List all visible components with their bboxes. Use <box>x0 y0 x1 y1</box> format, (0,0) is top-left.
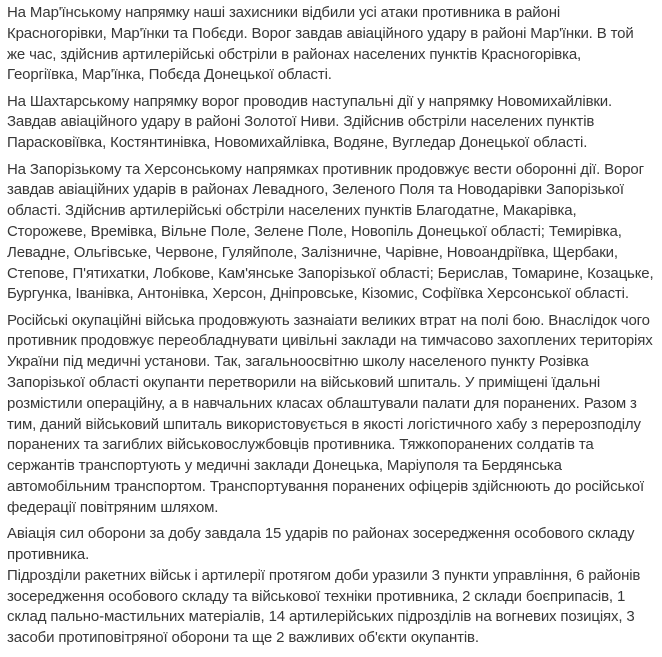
paragraph-missile-artillery-strikes: Підрозділи ракетних військ і артилерії протягом доби уразили 3 пункти управління, 6 районів зосередження особового складу та військової техніки противника, 2 склади боєприпасів, 1 склад пально-мастильних матеріалів, 14 артилерійських підрозділів на вогневих позиціях, 3 засоби протиповітряної оборони та ще 2 важливих об'єкти окупантів. <box>7 566 641 647</box>
paragraph-aviation-strikes: Авіація сил оборони за добу завдала 15 ударів по районах зосередження особового складу противника. <box>7 525 635 563</box>
paragraph-zaporizhzhia-kherson-direction: На Запорізькому та Херсонському напрямках противник продовжує вести оборонні дії. Ворог завдав авіаційних ударів в районах Левадного, Зеленого Поля та Новодарівки Запорізької області. Здійснив артилерійські обстріли населених пунктів Благодатне, Макарівка, Сторожеве, Времівка, Вільне Поле, Зелене Поле, Новопіль Донецької області; Темирівка, Левадне, Ольгівське, Червоне, Гуляйполе, Залізничне, Чарівне, Новоандріївка, Щербаки, Степове, П'ятихатки, Лобкове, Кам'янське Запорізької області; Берислав, Томарине, Козацьке, Бургунка, Іванівка, Антонівка, Херсон, Дніпровське, Кізомис, Софіївка Херсонської області. <box>7 160 654 303</box>
paragraph-shakhtarske-direction: На Шахтарському напрямку ворог проводив наступальні дії у напрямку Новомихайлівки. Завдав авіаційного удару в районі Золотої Ниви. Здійснив обстріли населених пунктів Парасковіївка, Костянтинівка, Новомихайлівка, Водяне, Вугледар Донецької області. <box>7 92 613 152</box>
paragraph-maryinka-direction: На Мар'їнському напрямку наші захисники відбили усі атаки противника в районі Красногорівки, Мар'їнки та Побєди. Ворог завдав авіаційного удару в районі Мар'їнки. В той же час, здійснив артилерійські обстріли в районах населених пунктів Красногорівка, Георгіївка, Мар'їнка, Побєда Донецької області. <box>7 4 634 84</box>
paragraph-occupiers-hospital: Російські окупаційні війська продовжують зазнаіати великих втрат на полі бою. Внаслідок чого противник продовжує переобладнувати цивільні заклади на тимчасово захоплених територіях України під медичні установи. Так, загальноосвітню школу населеного пункту Розівка Запорізької області окупанти перетворили на військовий шпиталь. У приміщені їдальні розмістили операційну, а в навчальних класах облаштували палати для поранених. Разом з тим, даний військовий шпиталь використовується в якості логістичного хабу з перерозподілу поранених та загиблих військовослужбовців противника. Тяжкопоранених солдатів та сержантів транспортують у медичні заклади Донецька, Маріуполя та Бердянська автомобільним транспортом. Транспортування поранених офіцерів здійснюють до російської федерації повітряним шляхом. <box>7 311 653 516</box>
